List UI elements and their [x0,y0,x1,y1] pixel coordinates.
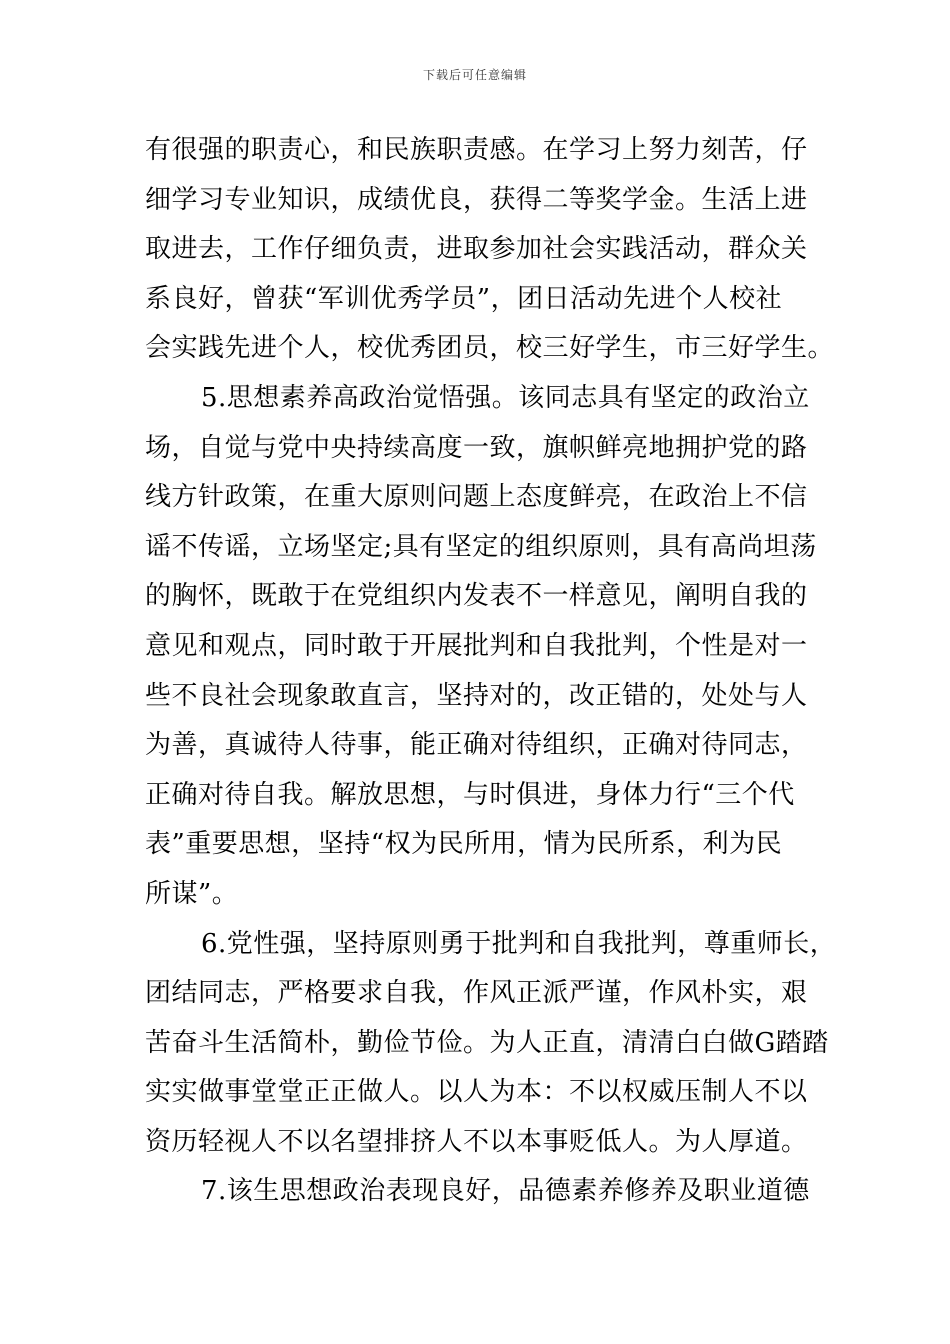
text-line: 正确对待自我。解放思想，与时俱进，身体力行“三个代 [145,779,795,810]
text-line: 意见和观点，同时敢于开展批判和自我批判，个性是对一 [145,630,808,661]
text-line: 表”重要思想，坚持“权为民所用，情为民所系，利为民 [145,829,783,860]
page-header: 下载后可任意编辑 [422,68,527,82]
text-line: 实实做事堂堂正正做人。以人为本：不以权威压制人不以 [145,1077,808,1108]
text-line: 所谋”。 [145,878,239,909]
text-line: 场，自觉与党中央持续高度一致，旗帜鲜亮地拥护党的路 [145,432,808,463]
paragraph-first-line: 6.党性强，坚持原则勇于批判和自我批判，尊重师长， [201,928,837,959]
text-line: 线方针政策，在重大原则问题上态度鲜亮，在政治上不信 [145,482,808,513]
text-line: 苦奋斗生活简朴，勤俭节俭。为人正直，清清白白做G踏踏 [145,1027,829,1058]
document-body [145,126,837,1217]
text-line: 资历轻视人不以名望排挤人不以本事贬低人。为人厚道。 [145,1126,808,1157]
text-line: 会实践先进个人，校优秀团员，校三好学生，市三好学生。 [145,333,835,364]
text-line: 细学习专业知识，成绩优良，获得二等奖学金。生活上进 [145,184,808,215]
text-line: 有很强的职责心，和民族职责感。在学习上努力刻苦，仔 [145,135,808,165]
paragraph-first-line: 5.思想素养高政治觉悟强。该同志具有坚定的政治立 [201,382,810,413]
text-line: 系良好，曾获“军训优秀学员”，团日活动先进个人校社 [145,283,783,314]
text-line: 为善，真诚待人待事，能正确对待组织，正确对待同志， [145,730,808,761]
text-line: 团结同志，严格要求自我，作风正派严谨，作风朴实，艰 [145,978,808,1009]
text-line: 取进去，工作仔细负责，进取参加社会实践活动，群众关 [145,234,808,265]
text-line: 些不良社会现象敢直言，坚持对的，改正错的，处处与人 [145,680,808,711]
text-line: 谣不传谣，立场坚定;具有坚定的组织原则，具有高尚坦荡 [145,531,817,562]
paragraph-first-line: 7.该生思想政治表现良好，品德素养修养及职业道德 [201,1176,810,1207]
text-line: 的胸怀，既敢于在党组织内发表不一样意见，阐明自我的 [145,581,808,612]
